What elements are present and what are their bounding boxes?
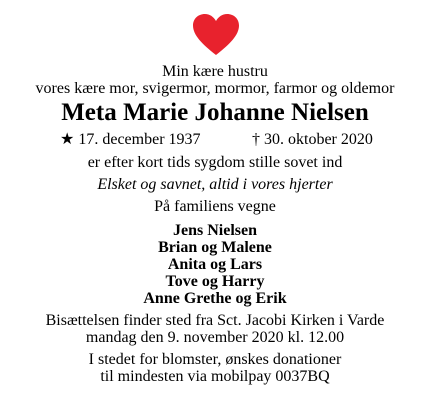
intro-line-2: vores kære mor, svigermor, mormor, farmor og oldemor: [35, 80, 395, 97]
birth-date-group: [60, 130, 201, 150]
cross-icon: †: [252, 131, 260, 148]
loved-text: Elsket og savnet, altid i vores hjerter: [97, 176, 333, 193]
mourner-name: Anne Grethe og Erik: [143, 290, 287, 307]
funeral-line-2: mandag den 9. november 2020 kl. 12.00: [85, 329, 345, 346]
deceased-name: Meta Marie Johanne Nielsen: [61, 99, 369, 126]
death-date: 30. oktober 2020: [264, 131, 373, 148]
intro-line-1: Min kære hustru: [162, 63, 268, 80]
donation-line-1: I stedet for blomster, ønskes donationer: [88, 351, 342, 368]
mourner-name: Anita og Lars: [167, 256, 263, 273]
mourner-name: Jens Nielsen: [173, 222, 257, 239]
funeral-line-1: Bisættelsen finder sted fra Sct. Jacobi Kirken i Varde: [45, 312, 385, 329]
family-intro: På familiens vegne: [154, 198, 276, 215]
birth-date: 17. december 1937: [78, 131, 201, 148]
star-icon: ★: [60, 131, 75, 148]
donation-line-2: til mindesten via mobilpay 0037BQ: [100, 368, 330, 385]
death-date-group: [252, 130, 373, 150]
life-dates: [0, 130, 430, 150]
heart-shape: [193, 14, 239, 55]
heart-icon: [193, 14, 239, 56]
passing-text: er efter kort tids sygdom stille sovet ind: [87, 154, 343, 171]
mourner-name: Tove og Harry: [165, 273, 265, 290]
mourner-name: Brian og Malene: [158, 239, 272, 256]
